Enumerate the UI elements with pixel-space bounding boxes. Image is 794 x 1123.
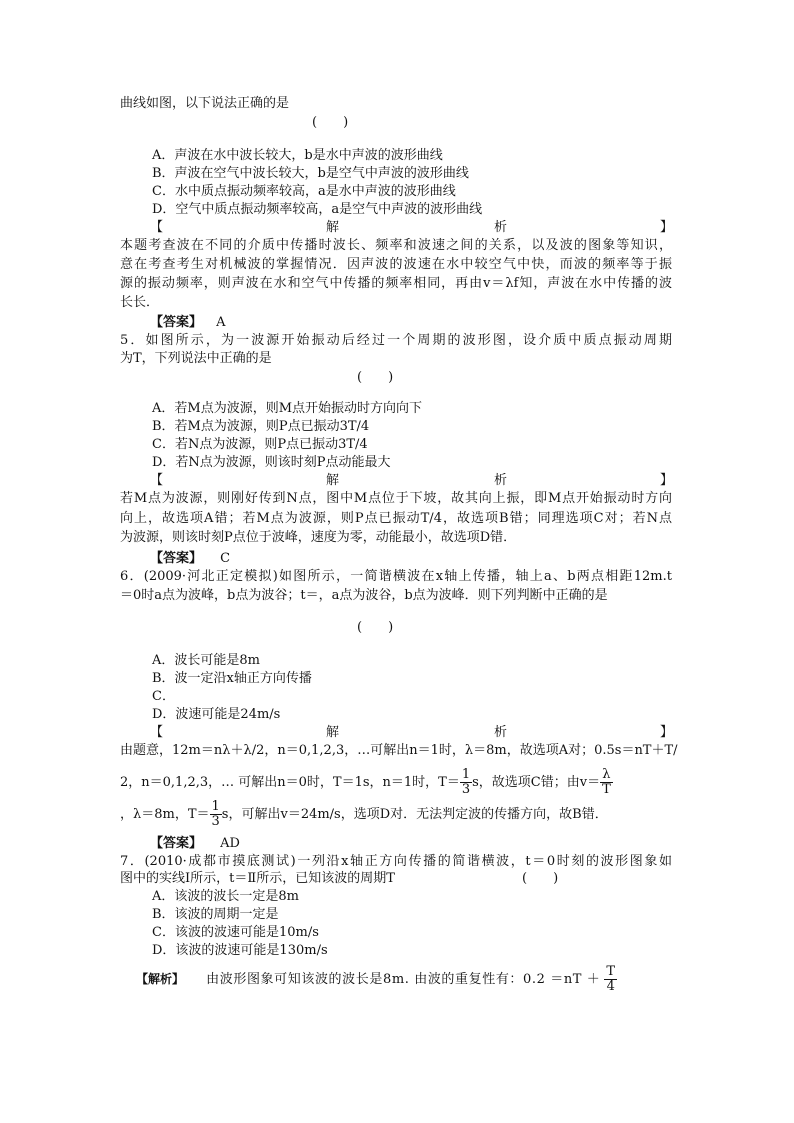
- q7-option-c: C．该波的波速可能是10m/s: [152, 925, 319, 940]
- analysis-text: 2，n＝0,1,2,3，… 可解出n＝0时，T＝1s，n＝1时，T＝: [120, 775, 460, 790]
- q4-analysis-line-3: 源的振动频率，则声波在水和空气中传播的频率相同，再由v＝λf知，声波在水中传播的波: [120, 276, 672, 291]
- q7-option-d: D．该波的波速可能是130m/s: [152, 943, 328, 958]
- q5-option-a: A．若M点为波源，则M点开始振动时方向向下: [152, 401, 423, 416]
- q4-option-b: B．声波在空气中波长较大，b是空气中声波的波形曲线: [152, 166, 469, 181]
- q7-answer-paren: ( ): [522, 871, 559, 886]
- q4-answer-paren: ( ): [312, 115, 349, 130]
- answer-value: AD: [220, 836, 240, 851]
- fraction-numerator: λ: [600, 768, 613, 783]
- q6-option-a: A．波长可能是8m: [152, 653, 260, 668]
- q6-analysis-bracket-open: 【: [150, 725, 164, 740]
- analysis-text: s，故选项C错；由v＝: [472, 775, 601, 790]
- fraction-numerator: T: [606, 964, 616, 979]
- q6-analysis-line-1: 由题意，12m＝nλ＋λ/2，n＝0,1,2,3，…可解出n＝1时，λ＝8m，故选项A对；0.5s＝nT＋T/: [120, 743, 678, 758]
- q5-analysis-line-3: 为波源，则该时刻P点位于波峰，速度为零，动能最小，故选项D错．: [120, 530, 517, 545]
- q6-analysis-line-3: [120, 798, 608, 832]
- q5-answer: [150, 550, 230, 568]
- q7-option-a: A．该波的波长一定是8m: [152, 889, 299, 904]
- q4-stem: 曲线如图，以下说法正确的是: [120, 96, 290, 111]
- q4-analysis-bracket-close: 】: [660, 220, 674, 235]
- q7-stem-line-1: 7．(2010·成都市摸底测试)一列沿x轴正方向传播的简谐横波，t＝0时刻的波形图象如: [120, 854, 672, 869]
- q5-answer-paren: ( ): [357, 370, 394, 385]
- q6-stem-line-2: ＝0时a点为波峰，b点为波谷；t＝，a点为波谷，b点为波峰．则下列判断中正确的是: [120, 588, 608, 603]
- q6-option-d: D．波速可能是24m/s: [152, 707, 281, 722]
- q6-answer: [150, 835, 240, 853]
- q4-analysis-line-1: 本题考查波在不同的介质中传播时波长、频率和波速之间的关系，以及波的图象等知识，: [120, 238, 672, 253]
- answer-label: 【答案】: [150, 315, 203, 330]
- q5-stem-line-2: 为T，下列说法中正确的是: [120, 351, 272, 366]
- fraction-denominator: 3: [211, 814, 220, 829]
- answer-label: 【答案】: [150, 836, 203, 851]
- q5-analysis-bracket-open: 【: [150, 473, 164, 488]
- q5-analysis-line-2: 向上，故选项A错；若M点为波源，则P点已振动T/4，故选项B错；同理选项C对；若N点: [120, 511, 672, 526]
- answer-value: A: [216, 315, 226, 330]
- q5-stem-line-1: 5．如图所示，为一波源开始振动后经过一个周期的波形图，设介质中质点振动周期: [120, 333, 672, 348]
- q6-option-c: C．: [152, 689, 175, 704]
- fraction-numerator: 1: [461, 767, 471, 782]
- q4-analysis-char-2: 析: [494, 220, 508, 235]
- q6-analysis-bracket-close: 】: [660, 725, 674, 740]
- q7-analysis-line-1: [136, 962, 617, 997]
- q5-analysis-char-1: 解: [326, 473, 340, 488]
- q5-analysis-char-2: 析: [494, 473, 508, 488]
- q4-analysis-line-4: 长长．: [120, 295, 160, 310]
- fraction-t-over-4: [604, 965, 617, 994]
- q4-analysis-char-1: 解: [326, 220, 340, 235]
- analysis-label: 【解析】: [136, 972, 185, 986]
- q5-option-b: B．若M点为波源，则P点已振动3T/4: [152, 419, 370, 434]
- q5-analysis-bracket-close: 】: [660, 473, 674, 488]
- q6-option-b: B．波一定沿x轴正方向传播: [152, 671, 312, 686]
- fraction-denominator: T: [602, 782, 611, 797]
- fraction-lambda-over-t: [600, 768, 613, 797]
- q4-analysis-line-2: 意在考查考生对机械波的掌握情况．因声波的波速在水中较空气中快，而波的频率等于振: [120, 257, 672, 272]
- q6-analysis-line-2: [120, 766, 613, 800]
- q4-answer: [150, 314, 226, 332]
- fraction-denominator: 3: [461, 782, 471, 797]
- q6-analysis-char-1: 解: [326, 725, 340, 740]
- fraction-one-third: [460, 768, 472, 797]
- fraction-denominator: 4: [606, 979, 615, 994]
- q4-analysis-bracket-open: 【: [150, 220, 164, 235]
- q5-option-d: D．若N点为波源，则该时刻P点动能最大: [152, 455, 391, 470]
- q4-option-c: C．水中质点振动频率较高，a是水中声波的波形曲线: [152, 184, 456, 199]
- answer-label: 【答案】: [150, 551, 203, 566]
- q7-option-b: B．该波的周期一定是: [152, 907, 279, 922]
- q4-option-a: A．声波在水中波长较大，b是水中声波的波形曲线: [152, 148, 443, 163]
- q5-option-c: C．若N点为波源，则P点已振动3T/4: [152, 437, 368, 452]
- q7-stem-line-2: 图中的实线Ⅰ所示，t＝Ⅱ所示，已知该波的周期T: [120, 871, 395, 886]
- q6-stem-line-1: 6．(2009·河北正定模拟)如图所示，一简谐横波在x轴上传播，轴上a、b两点相距12m.t: [120, 569, 672, 584]
- q6-analysis-char-2: 析: [494, 725, 508, 740]
- q6-answer-paren: ( ): [357, 620, 394, 635]
- analysis-text: 由波形图象可知该波的波长是8m. 由波的重复性有：0.2 ＝nT ＋: [206, 972, 601, 987]
- fraction-one-third: [210, 800, 222, 829]
- analysis-text: s，可解出v＝24m/s，选项D对．无法判定波的传播方向，故B错．: [221, 807, 608, 822]
- q5-analysis-line-1: 若M点为波源，则刚好传到N点，图中M点位于下坡，故其向上振，即M点开始振动时方向: [120, 491, 672, 506]
- fraction-numerator: 1: [211, 799, 220, 814]
- answer-value: C: [220, 551, 231, 566]
- q4-option-d: D．空气中质点振动频率较高，a是空气中声波的波形曲线: [152, 202, 483, 217]
- analysis-text: ，λ＝8m，T＝: [120, 807, 210, 822]
